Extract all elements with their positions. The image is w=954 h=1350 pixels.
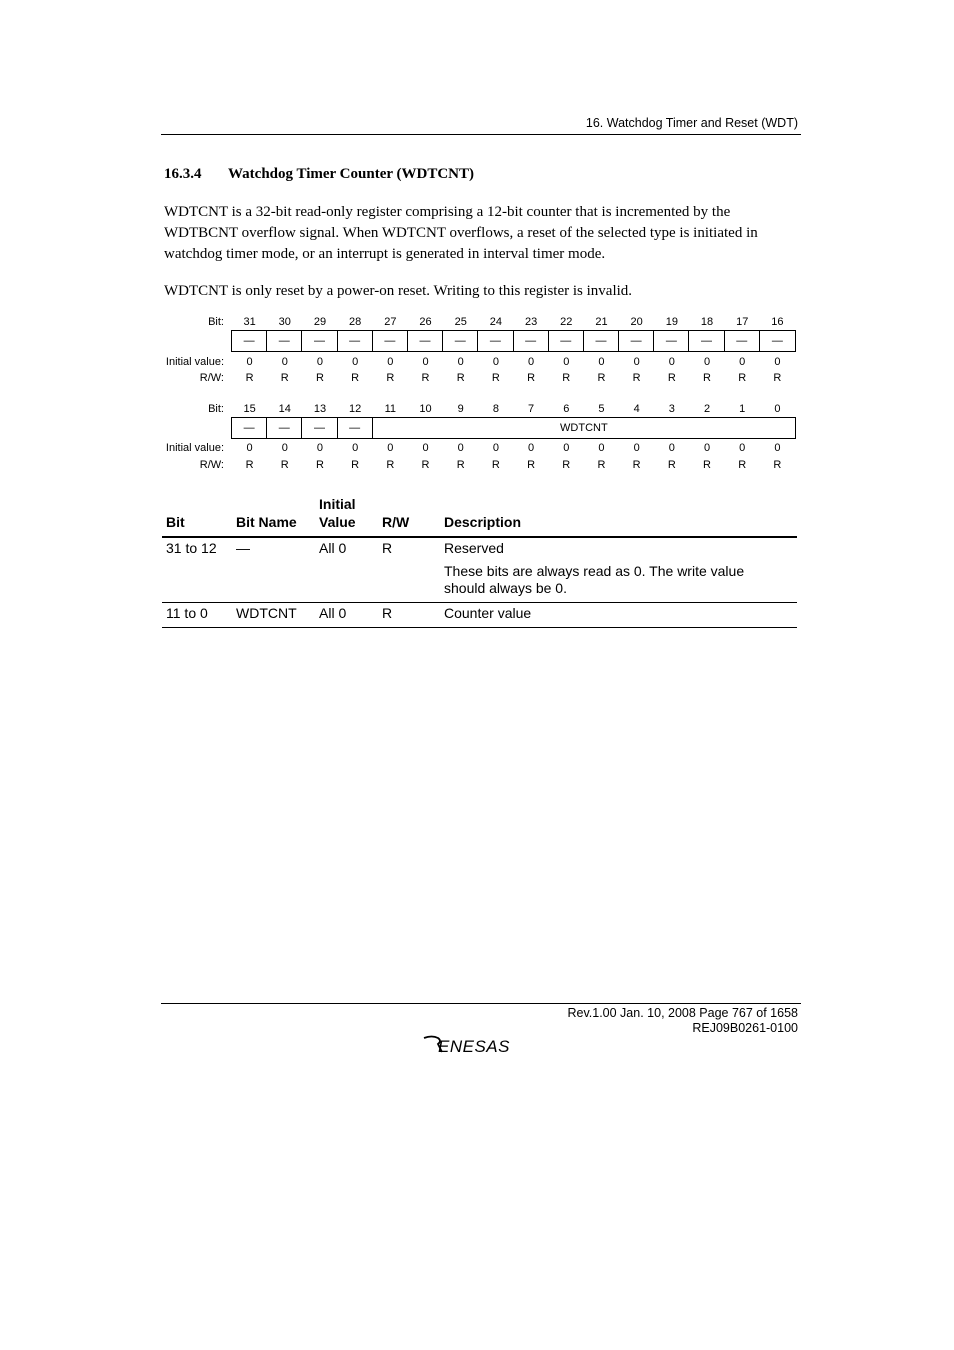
rw-value: R bbox=[491, 459, 500, 471]
initial-value: 0 bbox=[703, 442, 711, 454]
row1-bit: 31 to 12 bbox=[166, 540, 217, 556]
initial-value: 0 bbox=[281, 442, 288, 454]
bit-number: 19 bbox=[665, 316, 678, 328]
bit-number: 10 bbox=[419, 403, 432, 415]
rw-value: R bbox=[562, 372, 571, 384]
rw-value: R bbox=[491, 372, 500, 384]
rw-value: R bbox=[527, 372, 536, 384]
bit-number: 12 bbox=[349, 403, 362, 415]
th-bit: Bit bbox=[166, 514, 185, 530]
svg-text:ENESAS: ENESAS bbox=[438, 1037, 510, 1056]
bit-cell: — bbox=[725, 331, 760, 351]
initial-value: 0 bbox=[316, 442, 324, 454]
bit-number: 29 bbox=[313, 316, 327, 328]
initial-label-lower: Initial value: bbox=[165, 442, 224, 454]
paragraph-description: WDTCNT is a 32-bit read-only register comprising a 12-bit counter that is incremented by the WDTBCNT overflow signal. When WDTCNT overflows, a reset of the selected type is initiated in watchdog timer mode, or an interrupt is generated in interval timer mode. bbox=[164, 204, 758, 262]
section-title-text: Watchdog Timer Counter (WDTCNT) bbox=[228, 166, 474, 182]
bit-cell: — bbox=[654, 331, 689, 351]
bit-number: 30 bbox=[278, 316, 291, 328]
bit-number: 13 bbox=[313, 403, 327, 415]
rw-label-upper: R/W: bbox=[199, 372, 224, 384]
bit-number: 23 bbox=[524, 316, 538, 328]
bit-number: 4 bbox=[633, 403, 640, 415]
bit-cell: — bbox=[443, 331, 478, 351]
rw-value: R bbox=[386, 459, 395, 471]
rw-values-lower bbox=[232, 459, 795, 471]
rw-value: R bbox=[280, 459, 289, 471]
initial-value: 0 bbox=[422, 442, 429, 454]
bit-label-lower: Bit: bbox=[208, 403, 224, 415]
th-rw: R/W bbox=[382, 514, 410, 530]
row2-bit-name: WDTCNT bbox=[236, 605, 297, 621]
wdtcnt-field: WDTCNT bbox=[560, 422, 608, 434]
initial-value: 0 bbox=[563, 442, 570, 454]
bit-cell: — bbox=[771, 335, 783, 347]
footer-doc-number: REJ09B0261-0100 bbox=[692, 1021, 798, 1035]
bit-cell: — bbox=[338, 331, 373, 351]
initial-value: 0 bbox=[281, 356, 288, 368]
bit-cell: — bbox=[584, 331, 619, 351]
rw-value: R bbox=[527, 459, 536, 471]
th-description: Description bbox=[444, 514, 522, 530]
bit-number: 5 bbox=[598, 403, 605, 415]
bit-number: 18 bbox=[700, 316, 714, 328]
initial-value: 0 bbox=[457, 442, 464, 454]
footer-rule bbox=[161, 1003, 801, 1004]
bit-number: 6 bbox=[563, 403, 570, 415]
row1-rw: R bbox=[382, 540, 393, 556]
register-box-upper bbox=[231, 330, 796, 352]
bit-numbers-upper bbox=[232, 316, 795, 328]
bit-number: 26 bbox=[419, 316, 432, 328]
row1-desc-detail: These bits are always read as 0. The write value should always be 0. bbox=[444, 563, 745, 596]
row2-initial: All 0 bbox=[319, 605, 347, 621]
rw-value: R bbox=[386, 372, 395, 384]
initial-value: 0 bbox=[246, 356, 253, 368]
bit-table bbox=[162, 496, 797, 628]
bit-cell: — bbox=[514, 331, 549, 351]
bit-number: 14 bbox=[278, 403, 291, 415]
rw-value: R bbox=[562, 459, 571, 471]
rw-value: R bbox=[245, 459, 254, 471]
bit-number: 1 bbox=[739, 403, 746, 415]
initial-value: 0 bbox=[387, 356, 394, 368]
bit-cell: — bbox=[549, 331, 584, 351]
bit-number: 31 bbox=[243, 316, 256, 328]
initial-value: 0 bbox=[598, 442, 605, 454]
rw-value: R bbox=[667, 372, 676, 384]
initial-value: 0 bbox=[703, 356, 711, 368]
initial-value: 0 bbox=[528, 442, 535, 454]
rw-value: R bbox=[421, 372, 430, 384]
initial-values-upper bbox=[232, 356, 795, 368]
th-initial-line2: Value bbox=[319, 514, 356, 530]
rw-value: R bbox=[456, 372, 465, 384]
paragraph-reset-note: WDTCNT is only reset by a power-on reset. Writing to this register is invalid. bbox=[164, 283, 633, 299]
initial-value: 0 bbox=[492, 356, 499, 368]
initial-value: 0 bbox=[492, 442, 499, 454]
table-header-rule bbox=[162, 536, 797, 538]
rw-value: R bbox=[632, 372, 641, 384]
bit-cell: — bbox=[408, 331, 443, 351]
initial-value: 0 bbox=[387, 442, 394, 454]
bit-number: 15 bbox=[243, 403, 256, 415]
rw-value: R bbox=[667, 459, 676, 471]
initial-value: 0 bbox=[633, 356, 640, 368]
bit-cell: — bbox=[338, 418, 373, 438]
initial-value: 0 bbox=[352, 442, 359, 454]
bit-label-upper: Bit: bbox=[208, 316, 224, 328]
bit-cell: — bbox=[267, 418, 302, 438]
bit-number: 11 bbox=[384, 403, 397, 415]
initial-value: 0 bbox=[528, 356, 535, 368]
bit-number: 2 bbox=[703, 403, 711, 415]
initial-label-upper: Initial value: bbox=[165, 356, 224, 368]
bit-number: 24 bbox=[489, 316, 503, 328]
rw-value: R bbox=[632, 459, 641, 471]
table-row-rule bbox=[162, 602, 797, 603]
initial-value: 0 bbox=[316, 356, 324, 368]
row2-desc-title: Counter value bbox=[444, 605, 532, 621]
bit-cell: — bbox=[232, 331, 267, 351]
rw-value: R bbox=[597, 459, 606, 471]
bit-number: 28 bbox=[349, 316, 362, 328]
bit-number: 0 bbox=[774, 403, 781, 415]
bit-cell: — bbox=[619, 331, 654, 351]
row2-rw: R bbox=[382, 605, 393, 621]
bit-cell: — bbox=[232, 418, 267, 438]
bit-number: 27 bbox=[384, 316, 397, 328]
row2-bit: 11 to 0 bbox=[166, 605, 208, 621]
initial-value: 0 bbox=[739, 356, 746, 368]
initial-value: 0 bbox=[422, 356, 429, 368]
rw-value: R bbox=[738, 372, 747, 384]
bit-number: 22 bbox=[560, 316, 573, 328]
section-title bbox=[164, 166, 474, 183]
row1-initial: All 0 bbox=[319, 540, 347, 556]
bit-number: 20 bbox=[630, 316, 643, 328]
initial-value: 0 bbox=[457, 356, 464, 368]
renesas-logo-icon bbox=[422, 1034, 542, 1056]
bit-numbers-lower bbox=[232, 403, 795, 415]
rw-value: R bbox=[738, 459, 747, 471]
initial-value: 0 bbox=[774, 442, 781, 454]
rw-value: R bbox=[456, 459, 465, 471]
bit-number: 25 bbox=[454, 316, 467, 328]
bit-number: 8 bbox=[492, 403, 499, 415]
bit-number: 7 bbox=[528, 403, 535, 415]
initial-value: 0 bbox=[633, 442, 640, 454]
register-box-lower bbox=[231, 417, 796, 439]
initial-value: 0 bbox=[352, 356, 359, 368]
bit-cell: — bbox=[478, 331, 513, 351]
bit-number: 17 bbox=[736, 316, 749, 328]
bit-cell: — bbox=[373, 331, 408, 351]
initial-value: 0 bbox=[598, 356, 605, 368]
initial-values-lower bbox=[232, 442, 795, 454]
initial-value: 0 bbox=[563, 356, 570, 368]
rw-value: R bbox=[351, 372, 360, 384]
bit-cell: — bbox=[689, 331, 724, 351]
bit-cell: — bbox=[302, 331, 337, 351]
rw-value: R bbox=[773, 459, 782, 471]
rw-value: R bbox=[315, 372, 324, 384]
bit-number: 21 bbox=[595, 316, 608, 328]
chapter-header: 16. Watchdog Timer and Reset (WDT) bbox=[585, 116, 798, 130]
rw-value: R bbox=[315, 459, 324, 471]
rw-values-upper bbox=[232, 372, 795, 384]
bit-cell: — bbox=[302, 418, 337, 438]
bit-cell: — bbox=[267, 331, 302, 351]
rw-value: R bbox=[421, 459, 430, 471]
initial-value: 0 bbox=[774, 356, 781, 368]
rw-value: R bbox=[351, 459, 360, 471]
rw-value: R bbox=[703, 459, 711, 471]
rw-label-lower: R/W: bbox=[199, 459, 224, 471]
table-bottom-rule bbox=[162, 627, 797, 628]
rw-value: R bbox=[245, 372, 254, 384]
th-initial-line1: Initial bbox=[319, 496, 356, 512]
section-number: 16.3.4 bbox=[164, 166, 202, 182]
rw-value: R bbox=[597, 372, 606, 384]
header-rule bbox=[161, 134, 801, 135]
bit-number: 16 bbox=[771, 316, 784, 328]
initial-value: 0 bbox=[246, 442, 253, 454]
bit-number: 3 bbox=[668, 403, 675, 415]
initial-value: 0 bbox=[668, 356, 675, 368]
renesas-logo bbox=[422, 1034, 542, 1056]
initial-value: 0 bbox=[668, 442, 675, 454]
row1-bit-name: — bbox=[236, 540, 250, 556]
row1-desc-title: Reserved bbox=[444, 540, 504, 556]
rw-value: R bbox=[703, 372, 711, 384]
initial-value: 0 bbox=[739, 442, 746, 454]
rw-value: R bbox=[280, 372, 289, 384]
rw-value: R bbox=[773, 372, 782, 384]
th-bit-name: Bit Name bbox=[236, 514, 297, 530]
bit-number: 9 bbox=[457, 403, 464, 415]
footer-revision: Rev.1.00 Jan. 10, 2008 Page 767 of 1658 bbox=[567, 1006, 798, 1020]
